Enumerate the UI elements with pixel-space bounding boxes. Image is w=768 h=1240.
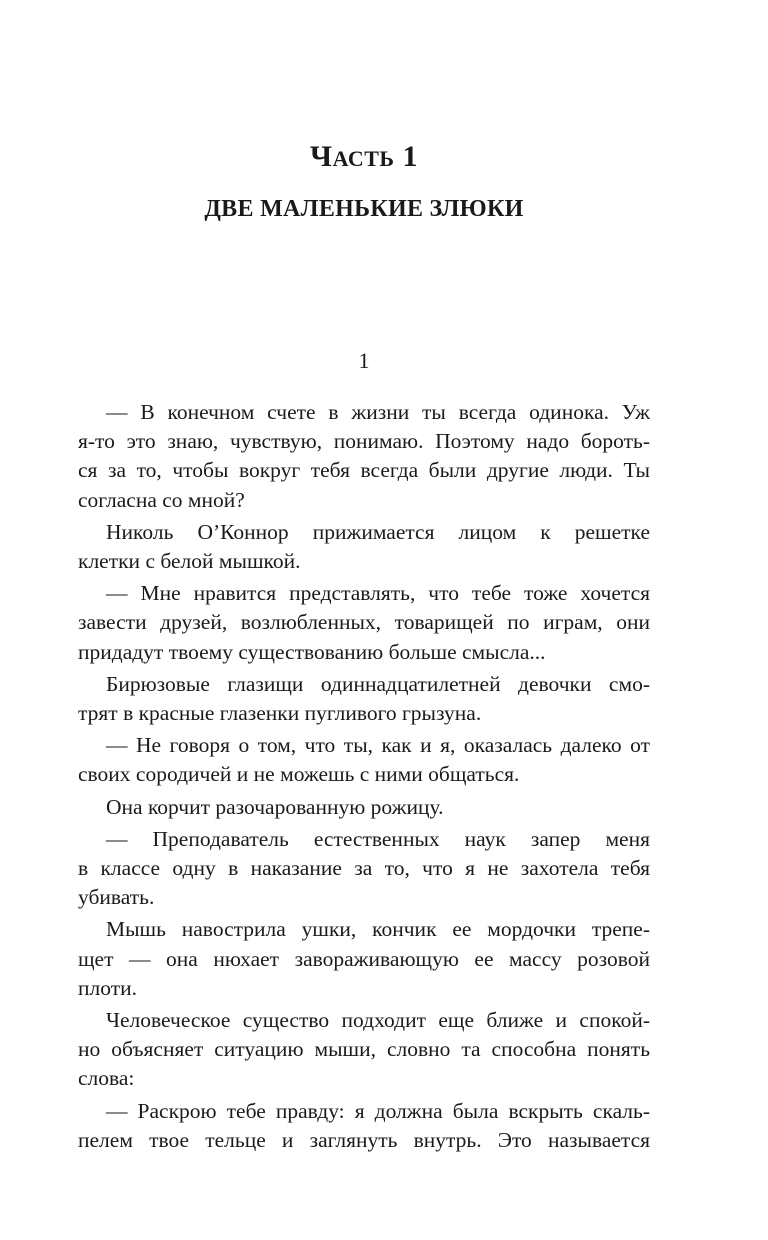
part-number: 1 [402, 140, 418, 173]
text-line: ся за то, чтобы вокруг тебя всегда были другие люди. Ты [78, 458, 650, 483]
text-line: — Мне нравится представлять, что тебе тоже хочется [106, 581, 650, 606]
text-line: в классе одну в наказание за то, что я не захотела тебя [78, 856, 650, 881]
part-title [0, 140, 728, 174]
text-line: но объясняет ситуацию мыши, словно та способна понять [78, 1037, 650, 1062]
text-line: своих сородичей и не можешь с ними общаться. [78, 762, 520, 787]
part-title-smallcaps: АСТЬ [332, 146, 395, 171]
text-line: Бирюзовые глазищи одиннадцатилетней девочки смо- [106, 671, 650, 696]
part-title-prefix: Ч [310, 140, 333, 173]
text-line: — Не говоря о том, что ты, как и я, оказалась далеко от [106, 733, 650, 758]
text-line: Мышь навострила ушки, кончик ее мордочки трепе- [106, 917, 650, 942]
text-line: слова: [78, 1066, 135, 1091]
text-body [78, 398, 650, 1155]
text-line: Человеческое существо подходит еще ближе и спокой- [106, 1008, 650, 1033]
text-line: Николь О’Коннор прижимается лицом к решетке [106, 519, 650, 544]
text-line: я-то это знаю, чувствую, понимаю. Поэтому надо бороть- [78, 429, 650, 454]
text-line: трят в красные глазенки пугливого грызуна. [78, 701, 482, 726]
text-line: завести друзей, возлюбленных, товарищей по играм, они [78, 610, 650, 635]
text-line: — Преподаватель естественных наук запер меня [106, 826, 650, 851]
chapter-number: 1 [358, 348, 370, 373]
text-line: плоти. [78, 975, 137, 1000]
text-line: — В конечном счете в жизни ты всегда одинока. Уж [106, 400, 650, 424]
text-line: клетки с белой мышкой. [78, 549, 301, 574]
text-line: щет — она нюхает завораживающую ее массу розовой [78, 946, 650, 971]
text-line: убивать. [78, 885, 155, 910]
text-line: пелем твое тельце и заглянуть внутрь. Это называется [78, 1127, 650, 1152]
text-line: — Раскрою тебе правду: я должна была вскрыть скаль- [106, 1098, 650, 1123]
text-line: Она корчит разочарованную рожицу. [106, 794, 444, 819]
text-line: согласна со мной? [78, 487, 245, 512]
part-subtitle: ДВЕ МАЛЕНЬКИЕ ЗЛЮКИ [204, 196, 524, 222]
text-line: придадут твоему существованию больше смысла... [78, 639, 546, 664]
